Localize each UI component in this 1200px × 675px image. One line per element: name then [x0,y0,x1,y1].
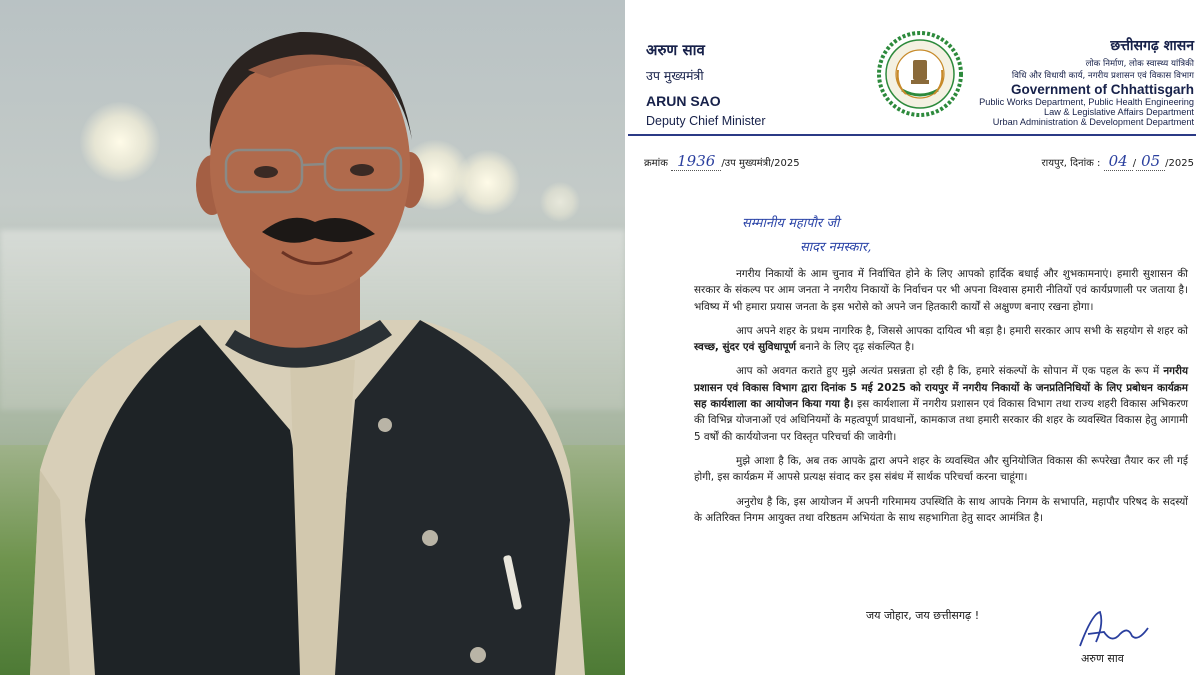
sender-name-hindi: अरुण साव [646,41,705,59]
signature [1074,604,1154,654]
salutation-line-2: सादर नमस्कार, [800,240,872,255]
date-prefix: रायपुर, दिनांक : [1041,158,1101,169]
paragraph-3-text: आप को अवगत कराते हुए मुझे अत्यंत प्रसन्नता हो रही है कि, हमारे संकल्पों के सोपान में एक पहल के रूप में [736,365,1160,378]
government-header [954,36,1194,127]
paragraph-2 [694,323,1188,356]
chhattisgarh-government-seal [876,30,964,118]
reference-number [644,152,800,170]
reference-prefix: क्रमांक [644,158,668,169]
paragraph-2-text: आप अपने शहर के प्रथम नागरिक है, जिससे आपका दायित्व भी बड़ा है। हमारी सरकार आप सभी के सहयोग से शहर को [736,324,1188,337]
salutation-line-1: सम्मानीय महापौर जी [742,216,840,231]
paragraph-4: मुझे आशा है कि, अब तक आपके द्वारा अपने शहर के व्यवस्थित और सुनियोजित विकास की रूपरेखा तैयार कर ली गई होगी, इस कार्यक्रम में आपसे प्रत्यक्ष संवाद कर इस संबंध में सार्थक परिचर्चा करना चाहूंगा। [694,454,1188,484]
letterhead-divider [628,134,1196,136]
paragraph-3-bold: नगरीय प्रशासन एवं विकास विभाग द्वारा दिनांक 5 मई 2025 को रायपुर में नगरीय निकायों के जनप्रतिनिधियों के लिए प्रबोधन कार्यक्रम सह कार्यशाला का आयोजन किया गया है। [694,365,1188,411]
paragraph-3-end: इस कार्यशाला में नगरीय प्रशासन एवं विकास विभाग तथा राज्य शहरी विकास अभिकरण की विभिन्न योजनाओं एवं अधिनियमों के महत्वपूर्ण प्रावधानों, कामकाज तथा हमारी सरकार की शहर के व्यवस्थित विकास हेतु आगामी 5 वर्षों की कार्ययोजना पर विस्तृत परिचर्चा की जावेगी। [694,398,1188,443]
date-year: 2025 [1168,158,1194,169]
reference-suffix: /उप मुख्यमंत्री/2025 [721,158,800,169]
date-month: 05 [1136,152,1165,171]
letter-body [694,266,1188,528]
sender-designation-english: Deputy Chief Minister [646,114,766,128]
handwritten-salutation [742,212,871,260]
department-english-line-3: Urban Administration & Development Department [992,117,1194,127]
closing-greeting: जय जोहार, जय छत्तीसगढ़ ! [866,609,980,622]
paragraph-2-bold: स्वच्छ, सुंदर एवं सुविधापूर्ण [694,341,797,354]
paragraph-1: नगरीय निकायों के आम चुनाव में निर्वाचित होने के लिए आपको हार्दिक बधाई और शुभकामनाएं। हमारी सुशासन की सरकार के संकल्प पर आम जनता ने नगरीय निकायों के निर्वाचन पर भी अपना विश्वास हमारी नीतियों एवं कार्यप्रणाली पर जताया है। भविष्य में भी हमारा प्रयास जनता के इस भरोसे को अपने जन हितकारी कार्यों से अक्षुण्ण बनाए रखना होगा। [694,268,1188,313]
signatory-name: अरुण साव [1081,652,1124,665]
paragraph-5: अनुरोध है कि, इस आयोजन में अपनी गरिमामय उपस्थिति के साथ आपके निगम के सभापति, महापौर परिषद के सदस्यों के अतिरिक्त निगम आयुक्त तथा वरिष्ठतम अभियंता के साथ सहभागिता हेतु सादर आमंत्रित है। [694,495,1188,524]
department-english-line-1: Public Works Department, Public Health Engineering [979,97,1194,107]
department-english-line-2: Law & Legislative Affairs Department [1044,107,1194,117]
department-hindi-line-1: लोक निर्माण, लोक स्वास्थ्य यांत्रिकी [1085,59,1194,69]
government-name-hindi: छत्तीसगढ़ शासन [1110,38,1194,54]
paragraph-3 [694,363,1188,444]
letter-date: रायपुर, दिनांक : 04 / 05 /2025 [1041,152,1194,170]
date-day: 04 [1104,152,1133,171]
sender-name-english: ARUN SAO [646,93,721,109]
reference-handwritten-number: 1936 [671,152,721,171]
government-name-english: Government of Chhattisgarh [1010,82,1194,97]
paragraph-2-end: बनाने के लिए दृढ़ संकल्पित है। [799,341,915,354]
department-hindi-line-2: विधि और विधायी कार्य, नगरीय प्रशासन एवं विकास विभाग [1011,71,1194,81]
sender-designation-hindi: उप मुख्यमंत्री [646,68,704,83]
official-letter [626,0,1200,675]
